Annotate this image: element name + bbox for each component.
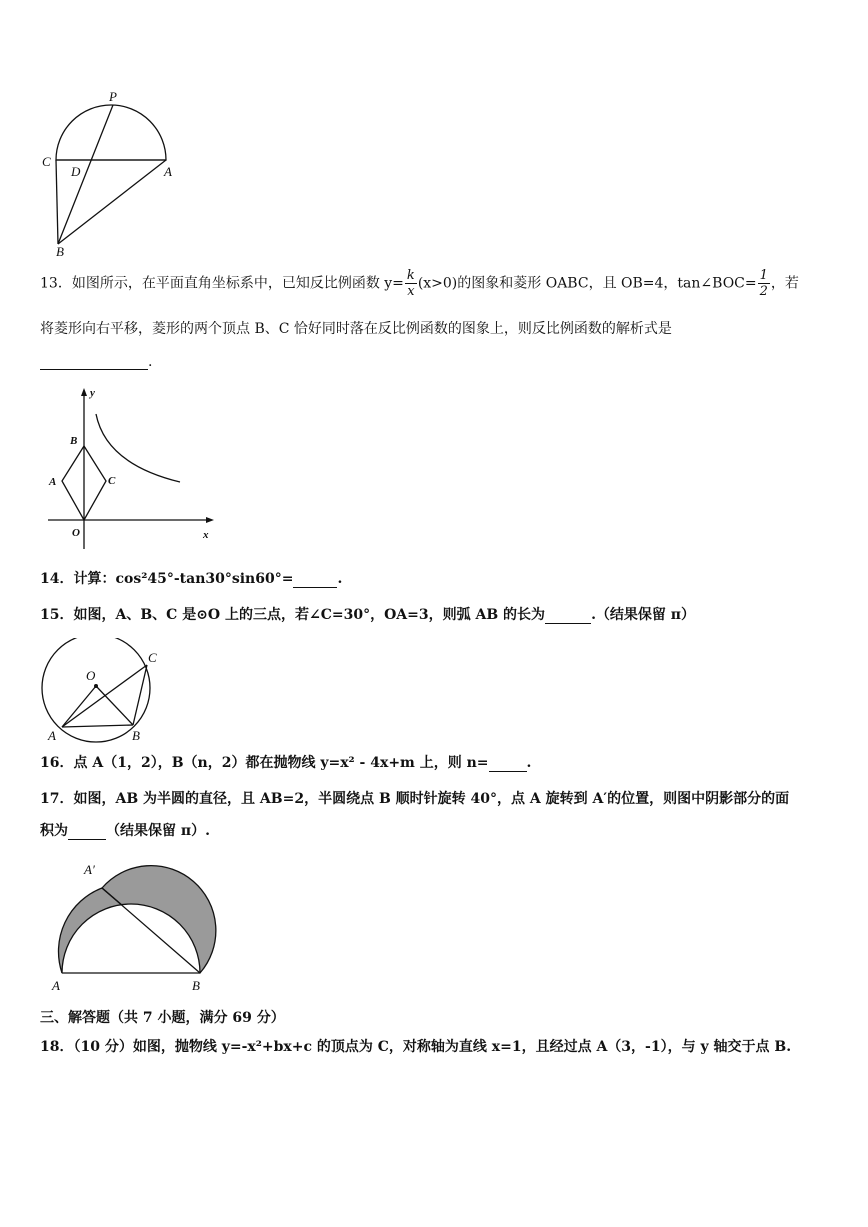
- label-a-prime: A′: [84, 862, 95, 877]
- label-c: C: [148, 650, 157, 665]
- q13-answer-line: .: [40, 354, 152, 370]
- answer-blank[interactable]: [40, 355, 148, 370]
- q13-number: 13．: [40, 275, 72, 292]
- label-y: y: [90, 387, 95, 399]
- label-c: C: [42, 154, 51, 169]
- label-o: O: [72, 527, 80, 539]
- figure-rotated-semicircle: [44, 848, 234, 998]
- q16-line: 16．点 A（1，2），B（n，2）都在抛物线 y=x² - 4x+m 上，则 n= .: [40, 755, 532, 771]
- answer-blank[interactable]: [293, 573, 337, 588]
- label-p: P: [109, 89, 117, 104]
- label-b: B: [192, 978, 200, 993]
- figure-circle-oabc: [36, 638, 166, 748]
- q13-line1: [40, 268, 799, 299]
- label-d: D: [71, 164, 81, 179]
- q14-line: 14．计算：cos²45°-tan30°sin60°= .: [40, 571, 343, 587]
- q13-text-c: ，若: [770, 275, 799, 292]
- fraction-k-over-x: $\frac{k}{x}$: [406, 268, 415, 299]
- answer-blank[interactable]: [545, 609, 591, 624]
- label-b: B: [56, 244, 64, 259]
- answer-blank[interactable]: [489, 757, 527, 772]
- fraction-one-half: $\frac{1}{2}$: [759, 268, 768, 299]
- q17-line2: 积为 （结果保留 π）.: [40, 823, 210, 839]
- label-a: A: [48, 728, 56, 743]
- label-b: B: [70, 435, 78, 447]
- label-a: A: [49, 476, 57, 488]
- label-o: O: [86, 668, 96, 683]
- q17-line1: 17．如图，AB 为半圆的直径，且 AB=2，半圆绕点 B 顺时针旋转 40°，点 A 旋转到 A′的位置，则图中阴影部分的面: [40, 791, 790, 807]
- q18-line: 18．（10 分）如图，抛物线 y=-x²+bx+c 的顶点为 C，对称轴为直线 x=1，且经过点 A（3，-1），与 y 轴交于点 B.: [40, 1039, 792, 1055]
- answer-blank[interactable]: [68, 825, 106, 840]
- figure-rhombus-hyperbola: [44, 384, 224, 554]
- label-b: B: [132, 728, 140, 743]
- label-a: A: [164, 164, 172, 179]
- label-x: x: [203, 529, 209, 541]
- label-a: A: [52, 978, 60, 993]
- label-c: C: [108, 475, 116, 487]
- q13-text-b: (x>0)的图象和菱形 OABC，且 OB=4，tan∠BOC=: [417, 275, 757, 292]
- q13-text-a: 如图所示，在平面直角坐标系中，已知反比例函数 y=: [71, 275, 404, 292]
- section-3-title: 三、解答题（共 7 小题，满分 69 分）: [40, 1010, 285, 1026]
- q13-line2: 将菱形向右平移，菱形的两个顶点 B、C 恰好同时落在反比例函数的图象上，则反比例函数的解析式是: [40, 321, 672, 337]
- figure-semicircle-pab: [36, 86, 186, 261]
- q15-line: 15．如图，A、B、C 是⊙O 上的三点，若∠C=30°，OA=3，则弧 AB 的长为 .（结果保留 π）: [40, 607, 696, 623]
